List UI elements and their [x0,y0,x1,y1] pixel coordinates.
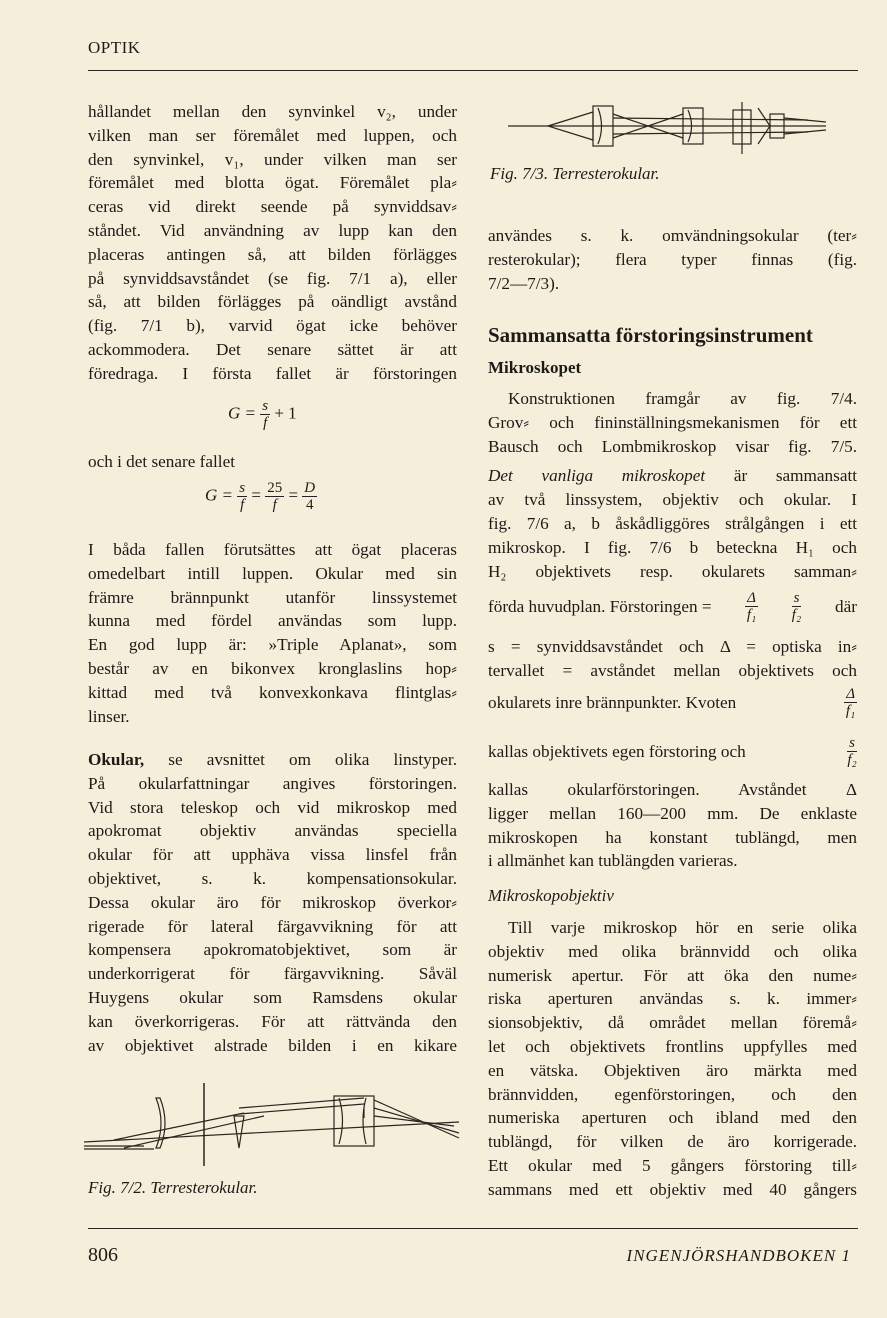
fraction-denominator: f [240,497,245,513]
right-paragraph-1 [488,224,857,295]
magnification-formula-near [228,398,297,431]
left-column [88,100,457,386]
right-paragraph-6 [488,916,857,1202]
text-line: ligger mellan 160—200 mm. De enklaste [488,803,857,823]
formula-lhs: G = [205,485,233,505]
text-line: Konstruktionen framgår av fig. 7/4. [508,389,857,408]
text-line: okularets inre brännpunkter. Kvoten [488,692,737,712]
text-line: vilken man ser föremålet med luppen, och [88,125,457,145]
text-line: Grov⸗ och fininställningsmekanismen för ett [488,412,857,432]
text-line: sammans med ett objektiv med 40 gångers [488,1179,857,1199]
formula-rhs: + 1 [274,403,297,423]
text-line: av två linssystem, objektiv och okular. I [488,490,857,510]
text-line: hållandet mellan den synvinkel v₂, under [88,102,457,121]
figure-7-3-terrestrial-eyepiece [508,100,828,158]
text-line: numeriska aperturen och ibland med den [488,1108,857,1128]
text-line: Bausch och Lombmikroskop visar fig. 7/5. [488,436,857,456]
page-number: 806 [88,1244,118,1266]
text-line: underkorrigerat för färgavvikning. Såväl [88,964,457,984]
text-line: Till varje mikroskop hör en serie olika [508,918,857,937]
left-paragraph-2 [88,538,457,728]
text-line: ackommodera. Det senare sättet är att [88,339,457,359]
subsection-heading-objectives: Mikroskopobjektiv [488,886,614,905]
text-line: främre brännpunkt utanför linssystemet [88,587,457,607]
text-before: förda huvudplan. Förstoringen = [488,596,712,616]
text-rest: är sammansatt [733,466,857,486]
left-mid-text: och i det senare fallet [88,452,235,471]
text-line: s = synviddsavståndet och Δ = optiska in⸗ [488,637,857,656]
text-line: tervallet = avståndet mellan objektivets och [488,660,857,680]
fraction-numerator: 25 [267,480,283,496]
text-line: på synviddsavståndet (se fig. 7/1 a), eller [88,268,457,288]
footer-rule [88,1228,858,1229]
kallas-line [488,735,857,768]
text-line: föremålet med blotta ögat. Föremålet pla⸗ [88,173,457,193]
subsection-heading: Mikroskopet [488,358,582,377]
text-line: Huygens okular som Ramsdens okular [88,987,457,1007]
section-heading: Sammansatta förstoringsinstrument [488,323,813,347]
right-paragraph-4 [488,635,857,683]
fraction [847,735,857,768]
fraction [792,590,802,623]
fraction-denominator: f₁ [746,607,757,623]
text-line: Dessa okular äro för mikroskop överkor⸗ [88,892,457,912]
magnification-formula-infinite [205,480,317,513]
text-line [88,748,457,772]
text-line: objektiv med olika brännvidd och olika [488,941,857,961]
text-line: kan överkorrigeras. För att rättvända den [88,1011,457,1031]
text-line: kompensera apokromatobjektivet, som är [88,940,457,960]
running-title: OPTIK [88,38,141,57]
left-paragraph-3 [88,748,457,1057]
fraction-numerator: Δ [846,686,855,702]
fraction [745,590,758,623]
formula-lhs: G = [228,403,256,423]
text-line [488,464,857,488]
text-line: består av en bikonvex kronglaslins hop⸗ [88,658,457,678]
italic-term: Det vanliga mikroskopet [488,466,706,486]
figure-7-2-caption: Fig. 7/2. Terresterokular. [88,1178,258,1197]
fraction-numerator: Δ [747,590,756,606]
figure-7-3-caption: Fig. 7/3. Terresterokular. [490,164,660,183]
text-line: omedelbart intill luppen. Okular med sin [88,563,457,583]
text-line: rigerade för lateral färgavvikning för att [88,916,457,936]
text-line: fig. 7/6 a, b åskådliggöres strålgången i ett [488,513,857,533]
text-line: mikroskop. I fig. 7/6 b beteckna H₁ och [488,537,857,557]
fraction-numerator: D [304,480,316,496]
fraction-numerator: s [262,398,269,414]
text-line: objektivet, s. k. kompensationsokular. [88,868,457,888]
text-line: en vätska. Objektiven äro märkta med [488,1060,857,1080]
text-line: En god lupp är: »Triple Aplanat», som [88,635,457,655]
right-paragraph-2 [488,387,857,583]
text-line: apokromat objektiv användas speciella [88,821,457,841]
fraction-numerator: s [793,590,800,606]
figure-7-2-terrestrial-eyepiece [84,1078,464,1173]
fraction [265,480,284,513]
text-line: ståndet. Vid användning av lupp kan den [88,220,457,240]
text-line: kallas objektivets egen förstoring och [488,741,746,761]
text-line: kallas okularförstoringen. Avståndet Δ [488,780,857,799]
text-line: 7/2—7/3). [488,273,560,293]
text-line: I båda fallen förutsättes att ögat placeras [88,540,457,559]
text-line: tublängd, för vilken de äro korrigerade. [488,1132,857,1152]
book-title: INGENJÖRSHANDBOKEN 1 [626,1246,851,1265]
text-line: av objektivet alstrade bilden i en kikare [88,1035,457,1055]
text-line: Ett okular med 5 gångers förstoring till⸗ [488,1155,857,1175]
fraction [302,480,317,513]
fraction-denominator: f [272,497,277,513]
header-rule [88,70,858,71]
text-line: ceras vid direkt seende på synviddsav⸗ [88,197,457,217]
text-line: föredraga. I första fallet är förstoringen [88,363,457,383]
text-line: linser. [88,706,130,726]
text-line: brännvidden, egenförstoringen, och den [488,1084,857,1104]
fraction-denominator: f [263,415,268,431]
fraction-numerator: s [239,480,246,496]
text-line: så, att bilden förlägges på oändligt avstånd [88,292,457,312]
text-line: let och objektivets frontlins uppfylles med [488,1036,857,1056]
equals-sign: = [288,485,299,505]
text-line: H₂ objektivets resp. okularets samman⸗ [488,561,857,581]
text-line: numerisk apertur. För att öka den nume⸗ [488,965,857,985]
left-paragraph-1 [88,100,457,386]
text-line: användes s. k. omvändningsokular (ter⸗ [488,226,857,245]
text-line: placeras antingen så, att bilden förlägges [88,244,457,264]
okular-rest: se avsnittet om olika linstyper. [168,750,457,769]
right-paragraph-5 [488,778,857,873]
fraction-denominator: f₂ [847,752,857,768]
text-line: mikroskopen ha konstant tublängd, men [488,827,857,847]
fraction-denominator: f₂ [791,607,802,623]
fraction-denominator: f₁ [845,703,856,719]
magnification-line [488,590,857,623]
text-line: Vid stora teleskop och vid mikroskop med [88,797,457,817]
fraction-numerator: s [849,735,855,751]
text-after: där [835,596,857,616]
text-line: i allmänhet kan tublängden varieras. [488,851,738,871]
text-line: resterokular); flera typer finnas (fig. [488,249,857,269]
text-line: kunna med fördel användas som lupp. [88,611,457,631]
text-line: (fig. 7/1 b), varvid ögat icke behöver [88,316,457,336]
text-line: riska aperturen användas s. k. immer⸗ [488,989,857,1009]
text-line: På okularfattningar angives förstoringen. [88,773,457,793]
kvoten-line [488,686,857,719]
fraction [260,398,270,431]
okular-term: Okular, [88,750,145,769]
fraction [237,480,247,513]
fraction [844,686,857,719]
text-line: okular för att upphäva vissa linsfel från [88,845,457,865]
fraction-denominator: 4 [305,497,314,513]
text-line: kittad med två konvexkonkava flintglas⸗ [88,682,457,702]
equals-sign: = [251,485,261,505]
text-line: den synvinkel, v₁, under vilken man ser [88,149,457,169]
text-line: sionsobjektiv, då området mellan föremå⸗ [488,1013,857,1033]
